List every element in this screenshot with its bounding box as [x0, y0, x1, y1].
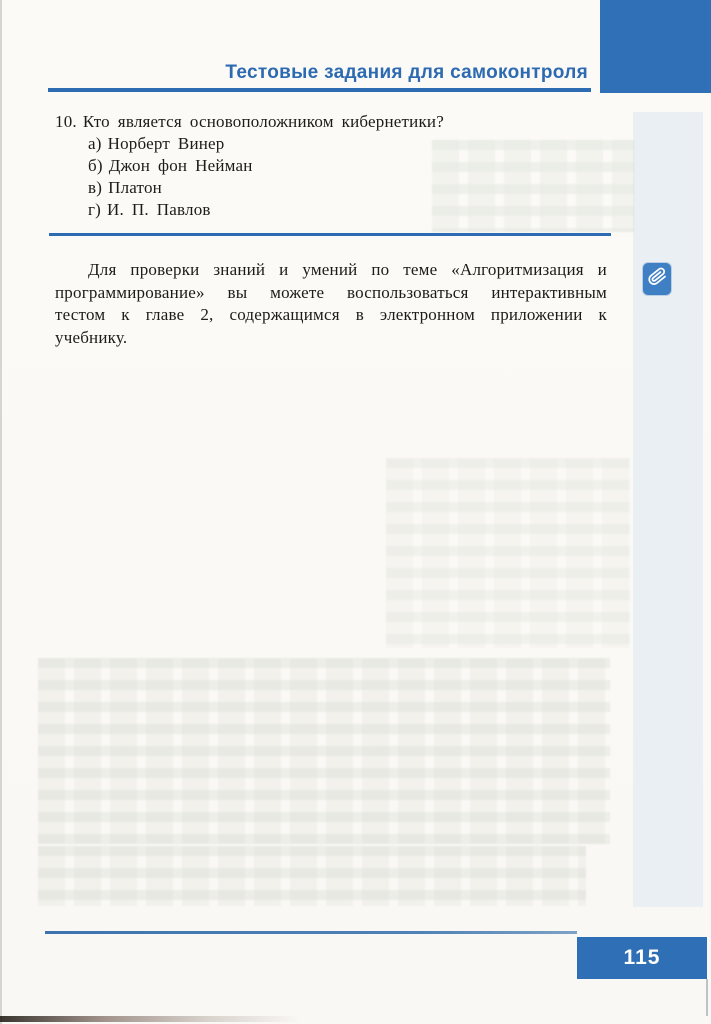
answer-option-v	[88, 177, 611, 199]
page-title: Тестовые задания для самоконтроля	[225, 62, 588, 83]
attachment-marker	[643, 263, 671, 295]
paperclip-icon	[648, 267, 667, 291]
note-line: программирование» вы можете воспользоваться интерактивным	[55, 282, 607, 302]
note-line: учебнику.	[55, 327, 128, 347]
showthrough-text-block	[38, 846, 586, 906]
option-text: И. П. Павлов	[107, 200, 211, 219]
test-question	[55, 111, 611, 221]
page-number: 115	[623, 946, 661, 969]
answer-option-a	[88, 133, 611, 155]
option-text: Платон	[108, 178, 162, 197]
section-divider-rule	[49, 233, 611, 236]
option-letter: а)	[88, 134, 102, 153]
note-paragraph	[55, 259, 607, 349]
showthrough-text-block	[386, 458, 630, 648]
top-corner-block	[600, 0, 711, 93]
scan-edge-line	[706, 979, 708, 1016]
question-text-line	[55, 111, 611, 133]
answer-options	[88, 133, 611, 221]
answer-option-b	[88, 155, 611, 177]
answer-option-g	[88, 199, 611, 221]
option-letter: б)	[88, 156, 103, 175]
footer-rule	[45, 931, 577, 934]
note-line: Для проверки знаний и умений по теме «Алгоритмизация и	[88, 260, 607, 279]
option-letter: г)	[88, 200, 102, 219]
note-line: тестом к главе 2, содержащимся в электронном приложении к	[55, 305, 607, 324]
showthrough-text-block	[38, 658, 610, 844]
option-text: Норберт Винер	[107, 134, 225, 153]
option-text: Джон фон Нейман	[108, 156, 253, 175]
page-number-badge	[577, 937, 707, 979]
option-letter: в)	[88, 178, 103, 197]
question-number: 10.	[55, 112, 77, 131]
question-text: Кто является основоположником кибернетики?	[82, 112, 444, 131]
scan-artifact	[0, 1016, 300, 1022]
header-underline	[48, 88, 591, 92]
scan-edge-line	[0, 0, 2, 1024]
side-panel	[633, 112, 703, 907]
